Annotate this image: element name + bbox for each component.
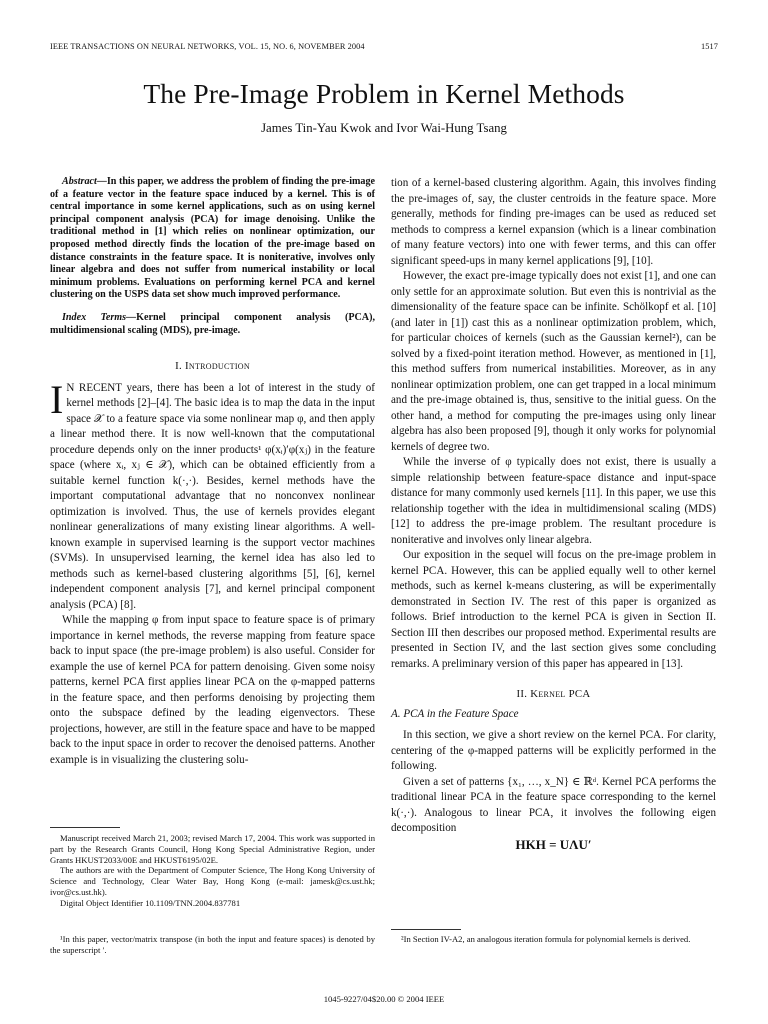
abstract-label: Abstract— — [62, 176, 107, 187]
paper-authors: James Tin-Yau Kwok and Ivor Wai-Hung Tsang — [261, 121, 507, 135]
intro-paragraph-1 — [50, 376, 375, 614]
section-1-heading — [50, 359, 375, 375]
left-column — [50, 176, 375, 768]
intro-p1-text: N RECENT years, there has been a lot of interest in the study of kernel methods [2]–[4]. The basic idea is to map the data in the input space 𝒳 to a feature space via some nonlinear map φ, and then apply a linear method there. It is now well-known that the computational procedure depends only on the inner products¹ φ(xᵢ)′φ(xⱼ) in the feature space (where xᵢ, xⱼ ∈ 𝒳), which can be obtained efficiently from a suitable kernel function k(·,·). Besides, kernel methods have the important computational advantage that no nonconvex nonlinear optimization is involved. Thus, the use of kernels provides elegant nonlinear generalizations of many existing linear algorithms. A well-known example in supervised learning is the support vector machines (SVMs). In unsupervised learning, the kernel idea has also led to methods such as kernel-based clustering algorithms [5], [6], kernel independent component analysis [7], and kernel principal component analysis (PCA) [8]. — [50, 381, 375, 611]
abstract — [50, 176, 375, 302]
abstract-text: In this paper, we address the problem of finding the pre-image of a feature vector in the feature space induced by a kernel. This is of central importance in some kernel applications, such as on using kernel principal component analysis (PCA) for image denoising. Unlike the traditional method in [1] which relies on nonlinear optimization, our proposed method directly finds the location of the pre-image based on distance constraints in the feature space. It is noniterative, involves only linear algebra and does not suffer from numerical instability or local minimum problems. Evaluations on performing kernel PCA and kernel clustering on the USPS data set show much improved performance. — [50, 176, 375, 301]
footnote-2 — [391, 934, 716, 945]
footnotes-left — [50, 833, 375, 909]
section-2-title: Kernel PCA — [530, 688, 591, 700]
footnote-1-text: ¹In this paper, vector/matrix transpose (in both the input and feature spaces) is denoted by the superscript ′. — [50, 934, 375, 955]
section2-paragraph-2: Given a set of patterns {x₁, …, x_N} ∈ ℝᵈ. Kernel PCA performs the traditional linear PCA in the feature space corresponding to the kernel k(·,·). Analogous to linear PCA, it involves the following eigen decomposition — [391, 775, 716, 834]
journal-name: IEEE TRANSACTIONS ON NEURAL NETWORKS, VOL. 15, NO. 6, NOVEMBER 2004 — [50, 42, 365, 51]
section2-paragraph-1: In this section, we give a short review on the kernel PCA. For clarity, centering of the φ-mapped patterns will be explicitly performed in the following. — [391, 729, 716, 772]
footnote-rule-right — [391, 929, 461, 930]
index-terms-label: Index Terms— — [62, 311, 137, 323]
drop-cap: I — [50, 376, 64, 422]
section-1-numeral: I. — [175, 360, 182, 373]
intro-paragraph-2: While the mapping φ from input space to feature space is of primary importance in kernel methods, the reverse mapping from feature space back to input space (the pre-image problem) is also useful. Consider for example the use of kernel PCA for pattern denoising. Given some noisy patterns, kernel PCA first applies linear PCA on the φ-mapped patterns in the feature space, and then performs denoising by projecting them onto the subspace defined by the leading eigenvectors. These projections, however, are still in the feature space and have to be mapped back to the input space in order to recover the denoised patterns. Another example is in visualizing the clustering solu- — [50, 614, 375, 766]
footnote-2-text: ²In Section IV-A2, an analogous iteration formula for polynomial kernels is derived. — [401, 934, 691, 944]
section-2-heading — [391, 687, 716, 703]
author-affiliation-note: The authors are with the Department of Computer Science, The Hong Kong University of Science and Technology, Clear Water Bay, Hong Kong (e-mail: jamesk@cs.ust.hk; ivor@cs.ust.hk). — [50, 865, 375, 897]
right-column — [391, 176, 716, 852]
paper-title: The Pre-Image Problem in Kernel Methods — [143, 78, 625, 109]
footnote-rule-left — [50, 827, 120, 828]
right-paragraph-4: Our exposition in the sequel will focus on the pre-image problem in kernel PCA. However, this can be applied equally well to other kernel methods, such as kernel k-means clustering, as will be experimentally demonstrated in Section IV. The rest of this paper is organized as follows. Brief introduction to the kernel PCA is given in Section II. Section III then describes our proposed method. Experimental results are presented in Section IV, and the last section gives some concluding remarks. A preliminary version of this paper has appeared in [13]. — [391, 549, 716, 670]
doi-note: Digital Object Identifier 10.1109/TNN.2004.837781 — [60, 897, 241, 908]
section-1-title: Introduction — [184, 360, 250, 373]
section-2-numeral: II. — [516, 688, 528, 700]
right-paragraph-3: While the inverse of φ typically does not exist, there is usually a simple relationship between feature-space distance and input-space distance for many commonly used kernels [11]. In this paper, we use this relationship together with the idea in multidimensional scaling (MDS) [12] to address the pre-image problem. The resultant procedure is noniterative and involves only linear algebra. — [391, 456, 716, 546]
footnote-1 — [50, 934, 375, 956]
subsection-heading: A. PCA in the Feature Space — [391, 707, 519, 720]
right-paragraph-2: However, the exact pre-image typically does not exist [1], and one can only settle for an approximate solution. But even this is nontrivial as the dimensionality of the feature space can be infinite. Schölkopf et al. [10] (and later in [1]) cast this as a nonlinear optimization problem, which, for particular choices of kernels (such as the Gaussian kernel²), can be solved by a fixed-point iteration method. However, as mentioned in [1], this method suffers from numerical instabilities. Moreover, as in any nonlinear optimization problem, one can get trapped in a local minimum and the pre-image obtained is, thus, sensitive to the initial guess. On the other hand, a method for computing the pre-images using only linear algebra has also been proposed [9], though it only works for polynomial kernels of degree two. — [391, 270, 716, 453]
equation-1: HKH = UΛU′ — [515, 836, 592, 852]
copyright-footer: 1045-9227/04$20.00 © 2004 IEEE — [323, 994, 445, 1004]
index-terms — [50, 312, 375, 337]
manuscript-note: Manuscript received March 21, 2003; revised March 17, 2004. This work was supported in part by the Research Grants Council, Hong Kong Special Administrative Region, under Grants HKUST2033/00E and HKUST6195/02E. — [50, 833, 375, 865]
index-terms-text: Kernel principal component analysis (PCA), multidimensional scaling (MDS), pre-image. — [50, 311, 375, 336]
page-number: 1517 — [701, 42, 718, 51]
right-paragraph-1: tion of a kernel-based clustering algorithm. Again, this involves finding the pre-images of, say, the cluster centroids in the feature space. More generally, methods for finding pre-images can be used as reduced set methods to compress a kernel expansion (which is a linear combination of many feature vectors) into one with fewer terms, and this can offer significant speed-ups in many kernel applications [9], [10]. — [391, 177, 716, 267]
